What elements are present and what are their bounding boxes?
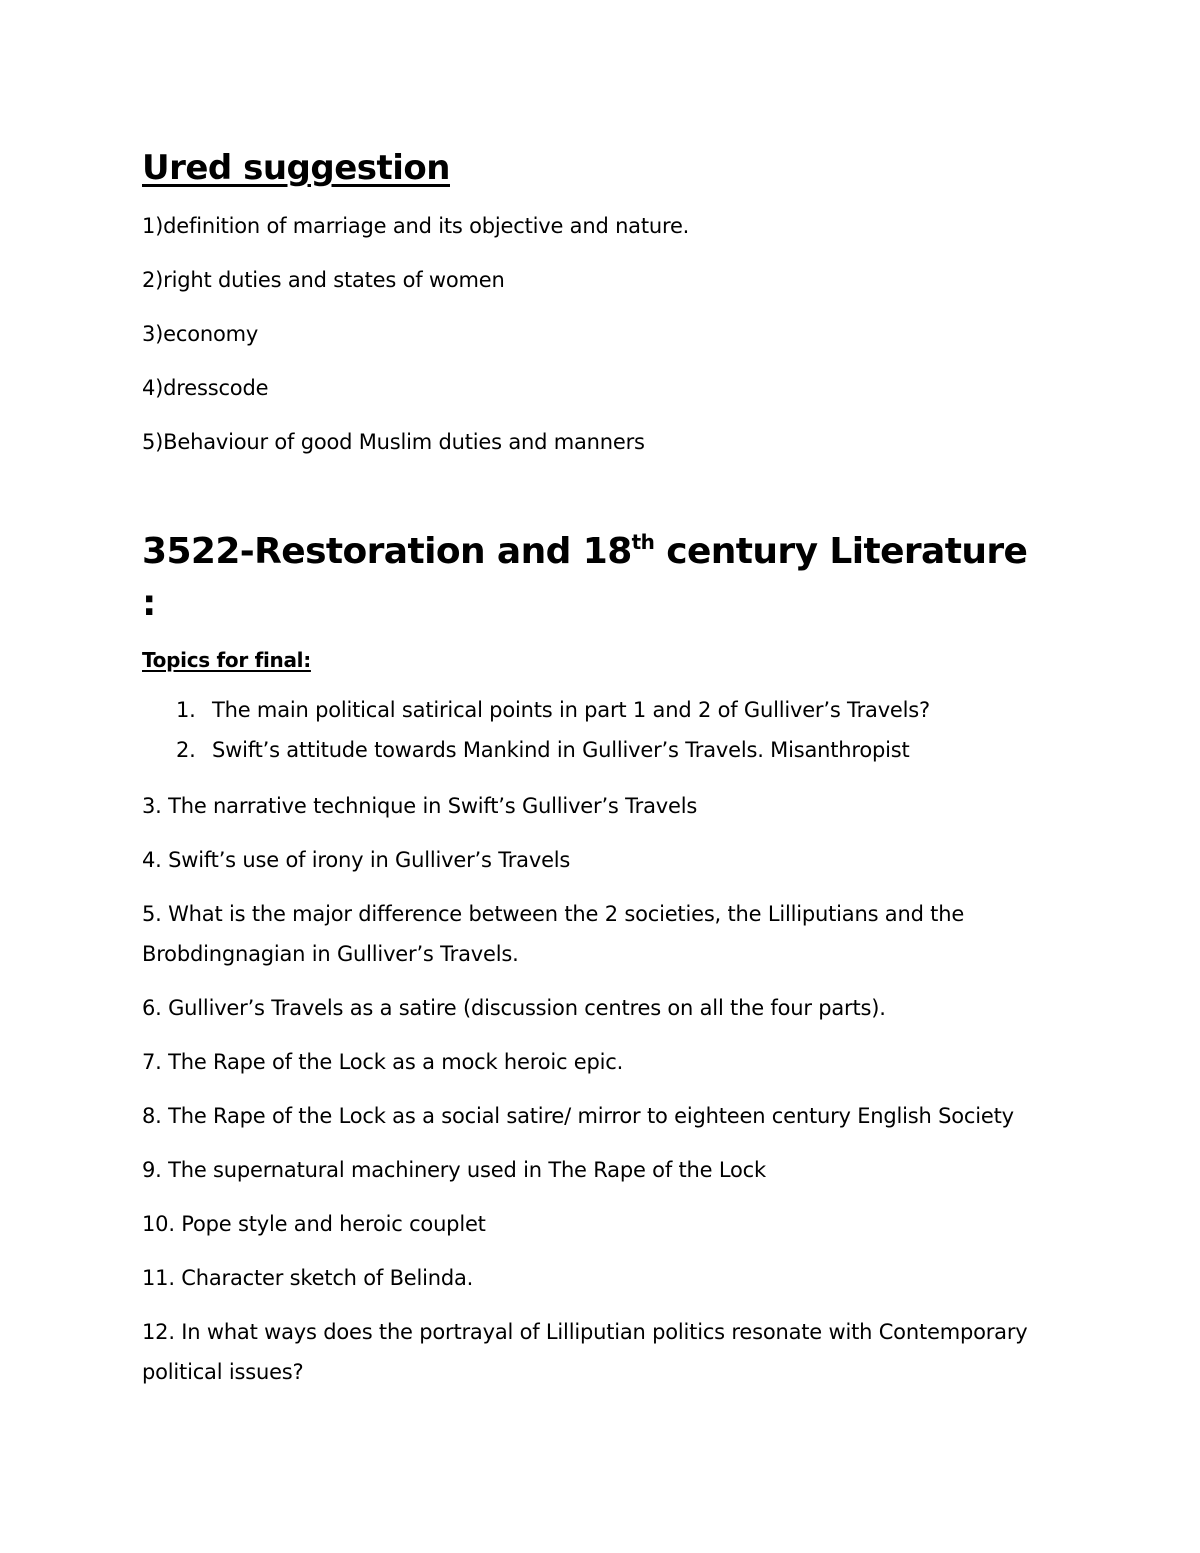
topic-item: 3. The narrative technique in Swift’s Gulliver’s Travels [142, 794, 698, 818]
course-heading-prefix: 3522-Restoration and 18 [142, 531, 632, 572]
list-item [142, 690, 1042, 730]
topic-item: 12. In what ways does the portrayal of Lilliputian politics resonate with Contemporary political issues? [142, 1320, 1028, 1384]
topic-item: 8. The Rape of the Lock as a social satire/ mirror to eighteen century English Society [142, 1104, 1014, 1128]
topic-item: 4. Swift’s use of irony in Gulliver’s Travels [142, 848, 571, 872]
list-item-number: 2. [176, 738, 196, 762]
topic-item: 6. Gulliver’s Travels as a satire (discussion centres on all the four parts). [142, 996, 886, 1020]
list-item [142, 730, 1042, 770]
topic-item: 10. Pope style and heroic couplet [142, 1212, 486, 1236]
list-item-text: Swift’s attitude towards Mankind in Gulliver’s Travels. Misanthropist [212, 738, 910, 762]
ured-item: 2)right duties and states of women [142, 268, 505, 292]
topic-item: 11. Character sketch of Belinda. [142, 1266, 474, 1290]
course-heading [142, 526, 1042, 630]
ured-item: 5)Behaviour of good Muslim duties and manners [142, 430, 645, 454]
topics-ordered-list [142, 690, 1042, 770]
ured-item: 1)definition of marriage and its objective and nature. [142, 214, 690, 238]
course-heading-superscript: th [631, 530, 655, 554]
ured-item: 4)dresscode [142, 376, 269, 400]
document-body [142, 142, 1042, 1406]
topic-item: 7. The Rape of the Lock as a mock heroic epic. [142, 1050, 624, 1074]
ured-suggestion-heading: Ured suggestion [142, 148, 450, 188]
list-item-text: The main political satirical points in part 1 and 2 of Gulliver’s Travels? [212, 698, 930, 722]
ured-item: 3)economy [142, 322, 259, 346]
topic-item: 5. What is the major difference between the 2 societies, the Lilliputians and the Brobdingnagian in Gulliver’s Travels. [142, 902, 965, 966]
list-item-number: 1. [176, 698, 196, 722]
topics-for-final-label: Topics for final: [142, 648, 311, 672]
topics-list [142, 786, 1042, 1392]
ured-suggestion-list [142, 212, 1042, 456]
course-heading-suffix: century Literature : [142, 531, 1028, 624]
topic-item: 9. The supernatural machinery used in The Rape of the Lock [142, 1158, 766, 1182]
